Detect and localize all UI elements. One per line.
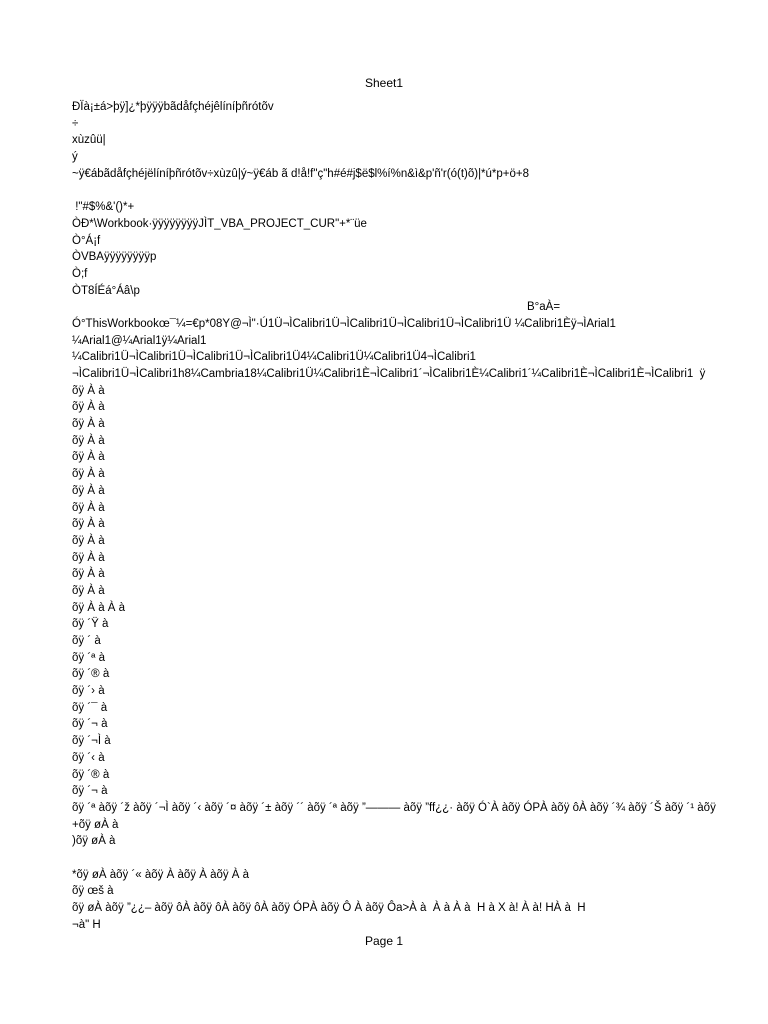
text-line: õÿ ´® à [72, 768, 110, 781]
page-footer-label: Page 1 [364, 934, 404, 948]
text-line: Ò;f [72, 267, 88, 280]
text-line: ý [72, 151, 78, 164]
text-block-bottom [72, 316, 768, 933]
text-line: ~ÿ€ábãdåfçhéjëlíníþñrótõv÷xùzû|ý~ÿ€áb ã d!å!f"ç"h#é#j$ë$l%í%n&ì&p'ñ'r(ó(t)õ)|*ú*p+ö+8 [72, 167, 530, 180]
text-line: ÐÏà¡±á>þÿ]¿*þÿÿÿbãdåfçhéjêlíníþñrótõv [72, 101, 274, 113]
text-line: õÿ ´ª àõÿ ´ž àõÿ ´¬Ì àõÿ ´‹ àõÿ ´¤ àõÿ ´± àõÿ ´´ àõÿ ´ª àõÿ ”——— àõÿ ”ff¿¿· àõÿ Ó`À àõÿ ÓPÀ àõÿ ôÀ àõÿ ´¾ àõÿ ´Š àõÿ ´¹ àõÿ [72, 801, 716, 814]
text-line: õÿ ´® à [72, 668, 110, 681]
text-line: õÿ øÀ àõÿ ”¿¿– àõÿ ôÀ àõÿ ôÀ àõÿ ôÀ àõÿ ÓPÀ àõÿ Ô À àõÿ Ôa>À à À à À à H à X à! À à! HÀ à H [72, 902, 586, 914]
text-line [72, 182, 768, 199]
text-line: *õÿ øÀ àõÿ ´« àõÿ À àõÿ À àõÿ À à [72, 868, 250, 881]
text-line: õÿ ´¬ à [72, 785, 108, 798]
text-line: õÿ À à [72, 434, 105, 447]
text-line: )õÿ øÀ à [72, 835, 116, 848]
text-line: ÒVBAÿÿÿÿÿÿÿÿp [72, 251, 157, 264]
text-line: Ò°Á¡f [72, 234, 101, 247]
text-line: ¬à" H [72, 918, 101, 931]
split-line-right: B°aÀ= [527, 301, 561, 314]
text-line: xùzûü| [72, 134, 106, 147]
text-line [72, 850, 768, 867]
text-line: õÿ À à [72, 568, 105, 581]
text-line: Ó°ThisWorkbookœ¯¼=€p*08Y@¬Ì"·Ú1Ü¬ÌCalibri1Ü¬ÌCalibri1Ü¬ÌCalibri1Ü¬ÌCalibri1Ü ¼Calibri1Èÿ¬ÌArial1 [72, 317, 616, 330]
text-line: ¼Calibri1Ü¬ÌCalibri1Ü¬ÌCalibri1Ü¬ÌCalibri1Ü4¼Calibri1Ü¼Calibri1Ü4¬ÌCalibri1 [72, 351, 476, 364]
text-line: ÒT8ÍÉá°Áâ\p [72, 284, 140, 297]
text-block-top [72, 99, 768, 299]
text-line: õÿ ´› à [72, 685, 105, 698]
text-line: ¼Arial1@¼Arial1ÿ¼Arial1 [72, 334, 207, 347]
text-line: õÿ ´Ÿ à [72, 618, 109, 631]
document-body [72, 99, 768, 933]
text-line: õÿ À à [72, 584, 105, 597]
text-line: õÿ œš à [72, 885, 114, 898]
text-line: õÿ À à [72, 518, 105, 531]
text-line: !"#$%&'()*+ [72, 201, 135, 214]
split-text-line [72, 299, 768, 316]
text-line: õÿ À à [72, 451, 105, 464]
text-line: õÿ ´¬Ì à [72, 735, 111, 748]
text-line: õÿ ´¬ à [72, 718, 108, 731]
text-line: ¬ÌCalibri1Ü¬ÌCalibri1h8¼Cambria18¼Calibri1Ü¼Calibri1È¬ÌCalibri1´¬ÌCalibri1È¼Calibri1´¼Calibri1È¬ÌCalibri1È¬ÌCalibri1 ÿ [72, 368, 706, 380]
text-line: +õÿ øÀ à [72, 818, 119, 831]
text-line: õÿ À à [72, 484, 105, 497]
text-line: õÿ ´ à [72, 635, 101, 647]
text-line: õÿ À à [72, 551, 105, 564]
text-line: õÿ À à [72, 468, 105, 481]
text-line: õÿ À à [72, 401, 105, 414]
text-line: õÿ À à [72, 384, 105, 397]
text-line: õÿ ´‹ à [72, 751, 105, 764]
text-line: ÒÐ*\Workbook·ÿÿÿÿÿÿÿÿJÌT_VBA_PROJECT_CUR"+*¨üe [72, 217, 367, 230]
text-line: õÿ À à [72, 418, 105, 431]
text-line: õÿ À à À à [72, 601, 126, 614]
text-line: õÿ ´¯ à [72, 701, 108, 714]
text-line: ÷ [72, 117, 79, 130]
text-line: õÿ ´ª à [72, 651, 106, 664]
page-header-title: Sheet1 [364, 76, 404, 90]
text-line: õÿ À à [72, 534, 105, 547]
text-line: õÿ À à [72, 501, 105, 514]
